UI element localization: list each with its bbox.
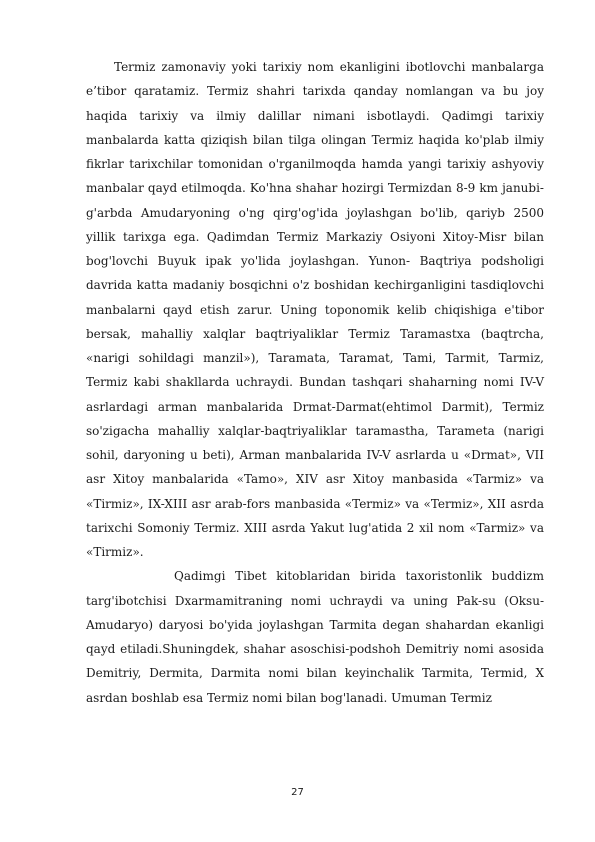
body-text [86,55,544,710]
page-number: 27 [291,787,304,798]
paragraph-termiz-sources: Termiz zamonaviy yoki tarixiy nom ekanligini ibotlovchi manbalarga e’tibor qaratamiz. Termiz shahri tarixda qanday nomlangan va bu joy haqida tarixiy va ilmiy dalillar nimani isbotlaydi. Qadimgi tarixiy manbalarda katta qiziqish bilan tilga olingan Termiz haqida ko'plab ilmiy fikrlar tarixchilar tomonidan o'rganilmoqda hamda yangi tarixiy ashyoviy manbalar qayd etilmoqda. Ko'hna shahar hozirgi Termizdan 8-9 km janubi-g'arbda Amudaryoning o'ng qirg'og'ida joylashgan bo'lib, qariyb 2500 yillik tarixga ega. Qadimdan Termiz Markaziy Osiyoni Xitoy-Misr bilan bog'lovchi Buyuk ipak yo'lida joylashgan. Yunon- Baqtriya podsholigi davrida katta madaniy bosqichni o'z boshidan kechirganligini tasdiqlovchi manbalarni qayd etish zarur. Uning toponomik kelib chiqishiga e'tibor bersak, mahalliy xalqlar baqtriyaliklar Termiz Taramastxa (baqtrcha, «narigi sohildagi manzil»), Taramata, Taramat, Tami, Tarmit, Tarmiz, Termiz kabi shakllarda uchraydi. Bundan tashqari shaharning nomi IV-V asrlardagi arman manbalarida Drmat-Darmat(ehtimol Darmit), Termiz so'zigacha mahalliy xalqlar-baqtriyaliklar taramastha, Tarameta (narigi sohil, daryoning u beti), Arman manbalarida IV-V asrlarda u «Drmat», VII asr Xitoy manbalarida «Tamo», XIV asr Xitoy manbasida «Tarmiz» va «Tirmiz», IX-XIII asr arab-fors manbasida «Termiz» va «Termiz», XII asrda tarixchi Somoniy Termiz. XIII asrda Yakut lug'atida 2 xil nom «Tarmiz» va «Tirmiz». [86,60,544,559]
paragraph-tibet-books: Qadimgi Tibet kitoblaridan birida taxoristonlik buddizm targ'ibotchisi Dxarmamitraning nomi uchraydi va uning Pak-su (Oksu-Amudaryo) daryosi bo'yida joylashgan Tarmita degan shahardan ekanligi qayd etiladi.Shuningdek, shahar asoschisi-podshoh Demitriy nomi asosida Demitriy, Dermita, Darmita nomi bilan keyinchalik Tarmita, Termid, X asrdan boshlab esa Termiz nomi bilan bog'lanadi. Umuman Termiz [86,569,544,705]
